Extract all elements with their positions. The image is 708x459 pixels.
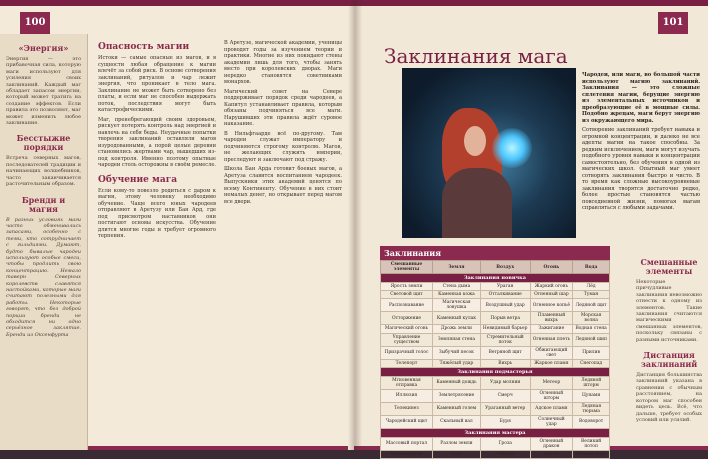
table-cell: Удар молнии xyxy=(480,376,530,389)
table-cell: Тяжёлый удар xyxy=(432,359,480,367)
sidebar-heading: Смешанные элементы xyxy=(640,257,698,276)
table-cell: Жаркое пламя xyxy=(530,359,573,367)
top-bar xyxy=(354,0,708,6)
column-1 xyxy=(98,40,216,240)
section-label: Заклинания новичка xyxy=(381,274,610,283)
table-cell: Туман xyxy=(573,291,610,299)
table-cell: Огненный шторм xyxy=(530,389,573,402)
table-cell: Зажигание xyxy=(530,325,573,333)
table-row xyxy=(381,346,610,359)
table-cell: Огненное копьё xyxy=(530,299,573,312)
table-cell: Водная стена xyxy=(573,325,610,333)
left-page xyxy=(0,0,354,450)
table-row xyxy=(381,402,610,415)
table-cell: Адское пламя xyxy=(530,402,573,415)
paragraph: Истоки — самые опасные из магов, и в сущности любая обращение к магии влечёт за собой риск. В основе сотворения заклинаний, ритуалов и чар лежит энергия, что проникает в тело мага. Заклинание не может быть сотворено без платы, и если маг не способен выдержать поток, последствия могут быть катастрофическими. xyxy=(98,55,216,113)
column-2 xyxy=(224,40,342,205)
table-cell: Телекинез xyxy=(381,402,433,415)
table-row xyxy=(381,283,610,291)
table-cell: Землетрясение xyxy=(432,389,480,402)
table-cell: Призрачный голос xyxy=(381,346,433,359)
table-cell: Обжигающий свет xyxy=(530,346,573,359)
sidebar-heading: Дистанция заклинаний xyxy=(640,350,698,370)
chapter-title: Заклинания мага xyxy=(384,44,568,68)
table-row xyxy=(381,359,610,367)
table-cell: Ледяная тюрьма xyxy=(573,402,610,415)
header-cell: Воздух xyxy=(480,261,530,274)
sidebar-text: В разных условиях маги часто обменивались запасами, особенно с теми, кто сотрудничает с гильдиями. Думают, будто бывалые чародеи используют особые смеси, чтобы продлить свою концентрацию. Немало таверн Северных королевств славятся настойками, которые маги считают полезными для работы. Некоторые говорят, что без доброй порции бренди не обходится ни одно серьёзное заклятие. Бренди из Оксенфурта xyxy=(6,216,81,338)
paragraph: В Аретузе, магической академии, ученицы проводят годы за изучением теории и практики. Многие из них покидают стены академии лишь для того, чтобы занять место при королевских дворах. Маги нередко становятся советниками монархов. xyxy=(224,40,342,85)
table-row xyxy=(381,312,610,325)
sidebar-heading: Бренди и магия xyxy=(21,194,66,214)
table-cell: Огненный шар xyxy=(530,291,573,299)
table-cell: Ледяной щит xyxy=(573,299,610,312)
table-cell: Воздушный удар xyxy=(480,299,530,312)
spell-table xyxy=(380,260,610,459)
table-cell: Стремительный поток xyxy=(480,333,530,346)
table-cell: Солнечный удар xyxy=(530,415,573,428)
table-row xyxy=(381,333,610,346)
sidebar-text: Дистанция большинства заклинаний указана в сравнении с обычным расстоянием, на котором маг способен видеть цель. Всё, что дальше, требует особых условий или усилий. xyxy=(636,372,702,423)
sidebar-heading: «Энергия» xyxy=(18,43,69,53)
table-title: Заклинания xyxy=(380,246,610,260)
table-cell: Управление существом xyxy=(381,333,433,346)
table-row xyxy=(381,376,610,389)
table-cell: Земляная стена xyxy=(432,333,480,346)
sidebar-text: Энергия — это прибавочная сила, которую маги используют для усиления своих заклинаний. Каждый маг обладает запасом энергии, который может тратить на создание эффектов. Если правила это позволяют, маг может изменить любое заклинание. xyxy=(6,56,81,127)
section-heading: Обучение мага xyxy=(98,174,178,185)
intro-bold: Чародеи, или маги, во большой части используют магию заклинаний. Заклинания — это сложные сплетения магии, берущие энергию из элементальных источников и преобразующие её в мощные силы. Подобно жрецам, маги берут энергию из окружающего мира. xyxy=(582,72,700,124)
table-cell: Световой щит xyxy=(381,291,433,299)
paragraph: В Нильфгаарде всё по-другому. Там чародеи служат императору и подчиняются строгому контролю. Магов, не желающих служить империи, преследуют и заключают под стражу. xyxy=(224,130,342,163)
table-row xyxy=(381,291,610,299)
page-gutter xyxy=(348,0,362,450)
table-cell: Скальный вал xyxy=(432,415,480,428)
table-row xyxy=(381,389,610,402)
sidebar-text: Встреча северных магов, последователей традиции и начинающих волшебников, часто заканчивается расточительным образом. xyxy=(6,155,81,188)
table-cell: Массовый портал xyxy=(381,437,433,450)
table-cell: Огненный дракон xyxy=(530,437,573,450)
table-cell: Телепорт xyxy=(381,359,433,367)
paragraph: Если кому-то повезло родиться с даром к магии, этому человеку необходимо обучение. Чаще всего юных чародеев отправляют в Аретузу или Бан Ард, где под присмотром наставников они постигают основы искусства. Обучение длится многие годы и требует огромного терпения. xyxy=(98,187,216,239)
table-cell: Пекло xyxy=(530,450,573,458)
table-section-row xyxy=(381,428,610,437)
table-cell: Отторжение xyxy=(381,312,433,325)
paragraph: Сотворение заклинаний требует навыка и огромной концентрации, и далеко не все адепты магии на такое способны. За редким исключением, маги могут изучать подобного уровня навыки и концентрации самостоятельно, без обучения в одной из магических школ. Опытный маг умеет сотворять заклинания быстро и чисто. В то время как сложные высокоуровневые заклинания творятся достаточно редко, более простые становятся частью повседневной жизни, помогая магам справляться с любыми задачами. xyxy=(582,127,700,211)
paragraph: Школа Бан Арда готовит боевых магов, а Аретуза славится воспитанием чародеек. Выпускники этих академий ценятся по всему Континенту. Обучение в них стоит немалых денег, но открывает перед магом все двери. xyxy=(224,166,342,205)
table-cell: Метеор xyxy=(530,376,573,389)
table-cell: Распознавание xyxy=(381,299,433,312)
table-cell: Мгновенная отправка xyxy=(381,376,433,389)
table-cell: Ледяной шип xyxy=(573,333,610,346)
table-cell: Магический огонь xyxy=(381,325,433,333)
table-section-row xyxy=(381,274,610,283)
table-cell: Порыв ветра xyxy=(480,312,530,325)
illustration-body xyxy=(442,168,512,238)
table-row xyxy=(381,325,610,333)
table-header-row xyxy=(381,261,610,274)
intro-text xyxy=(582,72,700,212)
table-cell: Ярость земли xyxy=(381,283,433,291)
table-cell: Каменная кожа xyxy=(432,291,480,299)
section-label: Заклинания подмастерья xyxy=(381,367,610,376)
sorceress-illustration xyxy=(402,68,576,238)
table-cell: Дрожь земли xyxy=(432,325,480,333)
table-cell: Разлом земли xyxy=(432,437,480,450)
paragraph: Маг, пренебрегающий своим здоровьем, рискует потерять контроль над энергией и навлечь на себя беды. Неудачные попытки творения заклинаний оставляли магов изуродованными, а порой целые деревни становились жертвами чар, вышедших из-под контроля. Именно поэтому опытные чародеи столь осторожны в своём ремесле. xyxy=(98,116,216,168)
table-cell: Каменный голем xyxy=(432,402,480,415)
table-cell: Вихрь xyxy=(480,359,530,367)
table-row xyxy=(381,415,610,428)
illustration-face xyxy=(464,126,486,156)
table-row xyxy=(381,299,610,312)
table-cell: Чародейский щит xyxy=(381,415,433,428)
table-cell: Лёд xyxy=(573,283,610,291)
table-cell: Гора xyxy=(432,450,480,458)
header-cell: Вода xyxy=(573,261,610,274)
table-cell: Каменный дождь xyxy=(432,376,480,389)
table-body xyxy=(381,274,610,459)
table-cell: Ветряной щит xyxy=(480,346,530,359)
table-row xyxy=(381,437,610,450)
table-row xyxy=(381,450,610,458)
table-cell: Жаркий огонь xyxy=(530,283,573,291)
header-cell: Земля xyxy=(432,261,480,274)
table-cell: Смерч xyxy=(480,389,530,402)
paragraph: Магический совет на Севере поддерживает порядок среди чародеев, а Капитул устанавливает правила, которым обязаны подчиняться все маги. Нарушивших эти правила ждёт суровое наказание. xyxy=(224,88,342,127)
magic-glow xyxy=(492,128,532,168)
section-label: Заклинания мастера xyxy=(381,428,610,437)
sidebar-text: Некоторые причудливые заклинания невозможно отнести к одному из элементов. Такие заклинания считаются магическими смешанных элементов, поскольку связаны с разными источниками. xyxy=(636,279,702,343)
table-cell: Метаморфоза xyxy=(381,450,433,458)
table-cell: Тайфун xyxy=(480,450,530,458)
table-cell: Снегопад xyxy=(573,359,610,367)
header-cell: Смешанные элементы xyxy=(381,261,433,274)
table-cell: Ураган xyxy=(480,283,530,291)
table-cell: Прилив xyxy=(573,346,610,359)
table-cell: Цунами xyxy=(573,389,610,402)
table-cell: Морская волна xyxy=(573,312,610,325)
table-cell: Невидимый барьер xyxy=(480,325,530,333)
table-cell: Гроза xyxy=(480,437,530,450)
table-cell: Великий потоп xyxy=(573,437,610,450)
table-section-row xyxy=(381,367,610,376)
page-number-left: 100 xyxy=(20,12,50,34)
table-cell: Пламенный вихрь xyxy=(530,312,573,325)
sidebar-left xyxy=(0,34,88,450)
table-cell: Вечная зима xyxy=(573,450,610,458)
bottom-border xyxy=(88,446,348,450)
table-cell: Буря xyxy=(480,415,530,428)
table-cell: Отталкивание xyxy=(480,291,530,299)
header-cell: Огонь xyxy=(530,261,573,274)
table-cell: Водоворот xyxy=(573,415,610,428)
sidebar-right xyxy=(630,250,708,450)
table-cell: Зыбучий песок xyxy=(432,346,480,359)
table-cell: Каменный кулак xyxy=(432,312,480,325)
table-cell: Огненная плеть xyxy=(530,333,573,346)
table-cell: Иллюзия xyxy=(381,389,433,402)
top-bar xyxy=(0,0,354,6)
sidebar-heading: Бесстыжие порядки xyxy=(16,133,71,153)
table-cell: Магическая ловушка xyxy=(432,299,480,312)
table-cell: Ураганный ветер xyxy=(480,402,530,415)
section-heading: Опасность магии xyxy=(98,42,190,52)
table-cell: Ледяной шторм xyxy=(573,376,610,389)
table-cell: Стена дыма xyxy=(432,283,480,291)
page-number-right: 101 xyxy=(658,12,688,34)
